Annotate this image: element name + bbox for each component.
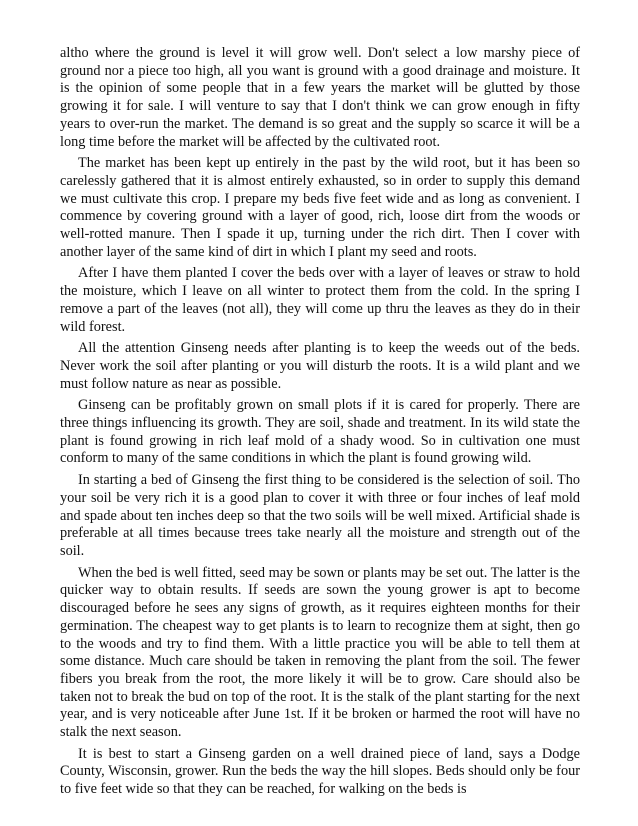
paragraph-3: After I have them planted I cover the beds over with a layer of leaves or straw to hold the moisture, which I leave on all winter to protect them from the cold. In the spring I remove a part of the leaves (not all), they will come up thru the leaves as they do in their wild forest. bbox=[60, 265, 580, 335]
paragraph-7: When the bed is well fitted, seed may be sown or plants may be set out. The latter is the quicker way to obtain results. If seeds are sown the young grower is apt to become discouraged before he sees any signs of growth, as it requires eighteen months for their germination. The cheapest way to get plants is to learn to recognize them at sight, then go to the woods and try to find them. With a little practice you will be able to tell them at some distance. Much care should be taken in removing the plant from the soil. The fewer fibers you break from the root, the more likely it will be to grow. Care should also be taken not to break the bud on top of the root. It is the stalk of the plant starting for the next year, and is very noticeable after June 1st. If it be broken or harmed the root will have no stalk the next season. bbox=[60, 564, 580, 741]
document-page bbox=[60, 45, 580, 803]
paragraph-6: In starting a bed of Ginseng the first thing to be considered is the selection of soil. Tho your soil be very rich it is a good plan to cover it with three or four inches of leaf mold and spade about ten inches deep so that the two soils will be well mixed. Artificial shade is preferable at all times because trees take nearly all the moisture and strength out of the soil. bbox=[60, 472, 580, 559]
paragraph-2: The market has been kept up entirely in the past by the wild root, but it has been so carelessly gathered that it is almost entirely exhausted, so in order to supply this demand we must cultivate this crop. I prepare my beds five feet wide and as long as convenient. I commence by covering ground with a layer of good, rich, loose dirt from the woods or well-rotted manure. Then I spade it up, turning under the rich dirt. Then I cover with another layer of the same kind of dirt in which I plant my seed and roots. bbox=[60, 155, 580, 260]
paragraph-5: Ginseng can be profitably grown on small plots if it is cared for properly. There are three things influencing its growth. They are soil, shade and treatment. In its wild state the plant is found growing in rich leaf mold of a shady wood. So in cultivation one must conform to many of the same conditions in which the plant is found growing wild. bbox=[60, 397, 580, 467]
paragraph-4: All the attention Ginseng needs after planting is to keep the weeds out of the beds. Never work the soil after planting or you will disturb the roots. It is a wild plant and we must follow nature as near as possible. bbox=[60, 340, 580, 392]
paragraph-8: It is best to start a Ginseng garden on a well drained piece of land, says a Dodge County, Wisconsin, grower. Run the beds the way the hill slopes. Beds should only be four to five feet wide so that they can be reached, for walking on the beds is bbox=[60, 745, 580, 798]
paragraph-1: altho where the ground is level it will grow well. Don't select a low marshy piece of ground nor a piece too high, all you want is ground with a good drainage and moisture. It is the opinion of some people that in a few years the market will be glutted by those growing it for sale. I will venture to say that I don't think we can grow enough in fifty years to over-run the market. The demand is so great and the supply so scarce it will be a long time before the market will be affected by the cultivated root. bbox=[60, 45, 580, 150]
